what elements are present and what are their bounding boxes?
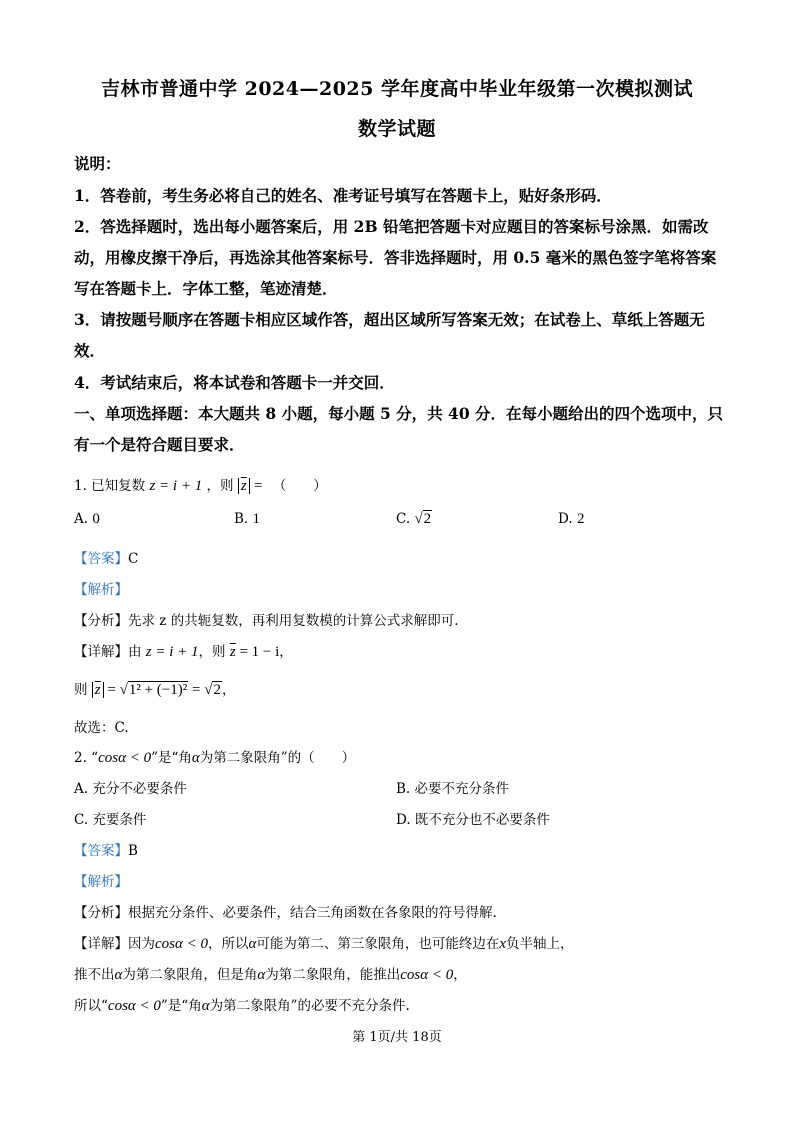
- q2-fenxi: 【分析】根据充分条件、必要条件，结合三角函数在各象限的符号得解.: [74, 905, 497, 921]
- q1-fenxi: 【分析】先求 z 的共轭复数，再利用复数模的计算公式求解即可.: [74, 613, 459, 629]
- q2-detail-line2: 推不出α为第二象限角，但是角α为第二象限角，能推出cosα < 0，: [74, 967, 467, 983]
- instruction-4: 4．考试结束后，将本试卷和答题卡一并交回．: [74, 373, 395, 392]
- instructions-heading: 说明：: [74, 154, 121, 173]
- instruction-2-line2: 动，用橡皮擦干净后，再选涂其他答案标号．答非选择题时，用 0.5 毫米的黑色签字笔将答案: [74, 248, 717, 267]
- q1-stem: 1. 已知复数 z = i + 1 ，则 $\overline{z}$ = （ ）: [74, 478, 327, 494]
- instruction-2-line3: 写在答题卡上．字体工整，笔迹清楚．: [74, 279, 338, 298]
- answer-tag: 【答案】: [74, 843, 128, 859]
- section1-heading-line1: 一、单项选择题：本大题共 8 小题，每小题 5 分，共 40 分．在每小题给出的四个选项中，只: [74, 404, 724, 423]
- q1-option-b: B. 1: [234, 511, 261, 527]
- q1-conclusion: 故选：C.: [74, 720, 129, 736]
- q2-option-b: B. 必要不充分条件: [396, 781, 510, 797]
- q1-option-a: A. 0: [74, 511, 100, 527]
- answer-tag: 【答案】: [74, 551, 128, 567]
- q1-answer: 【答案】C: [74, 551, 139, 567]
- q2-detail-line1: 【详解】因为cosα < 0，所以α可能为第二、第三象限角，也可能终边在x负半轴上，: [74, 936, 574, 952]
- q1-z-equation: z = i + 1: [149, 478, 203, 494]
- q1-abs-zbar: $\overline{z}$: [238, 478, 250, 494]
- q1-detail-modulus: 则 $\overline{z} = √1^2 + (-1)^2 = √2$，: [74, 682, 236, 698]
- instruction-3-line2: 效．: [74, 341, 106, 360]
- q1-option-c: C. √2: [396, 511, 432, 527]
- exam-title: 吉林市普通中学 2024—2025 学年度高中毕业年级第一次模拟测试: [101, 78, 693, 100]
- q2-detail-line3: 所以“cosα < 0”是“角α为第二象限角”的必要不充分条件.: [74, 998, 410, 1014]
- q1-analysis-tag: 【解析】: [74, 582, 128, 598]
- q2-analysis-tag: 【解析】: [74, 874, 128, 890]
- exam-subtitle: 数学试题: [357, 118, 436, 140]
- instruction-2-line1: 2．答选择题时，选出每小题答案后，用 2B 铅笔把答题卡对应题目的答案标号涂黑．如需改: [74, 217, 709, 236]
- q2-option-a: A. 充分不必要条件: [74, 781, 187, 797]
- page-number: 第 1页/共 18页: [352, 1030, 442, 1045]
- instruction-3-line1: 3．请按题号顺序在答题卡相应区域作答，超出区域所写答案无效；在试卷上、草纸上答题无: [74, 310, 705, 329]
- instruction-1: 1．答卷前，考生务必将自己的姓名、准考证号填写在答题卡上，贴好条形码．: [74, 186, 612, 205]
- q2-stem: 2. “cosα < 0”是“角α为第二象限角”的（ ）: [74, 750, 356, 766]
- q1-option-d: D. 2: [558, 511, 585, 527]
- q2-option-c: C. 充要条件: [74, 812, 147, 828]
- section1-heading-line2: 有一个是符合题目要求．: [74, 435, 245, 454]
- q1-detail: 【详解】由 z = i + 1，则 $\overline{z} = 1 - i$，: [74, 644, 293, 660]
- q2-option-d: D. 既不充分也不必要条件: [396, 812, 550, 828]
- q2-answer: 【答案】B: [74, 843, 138, 859]
